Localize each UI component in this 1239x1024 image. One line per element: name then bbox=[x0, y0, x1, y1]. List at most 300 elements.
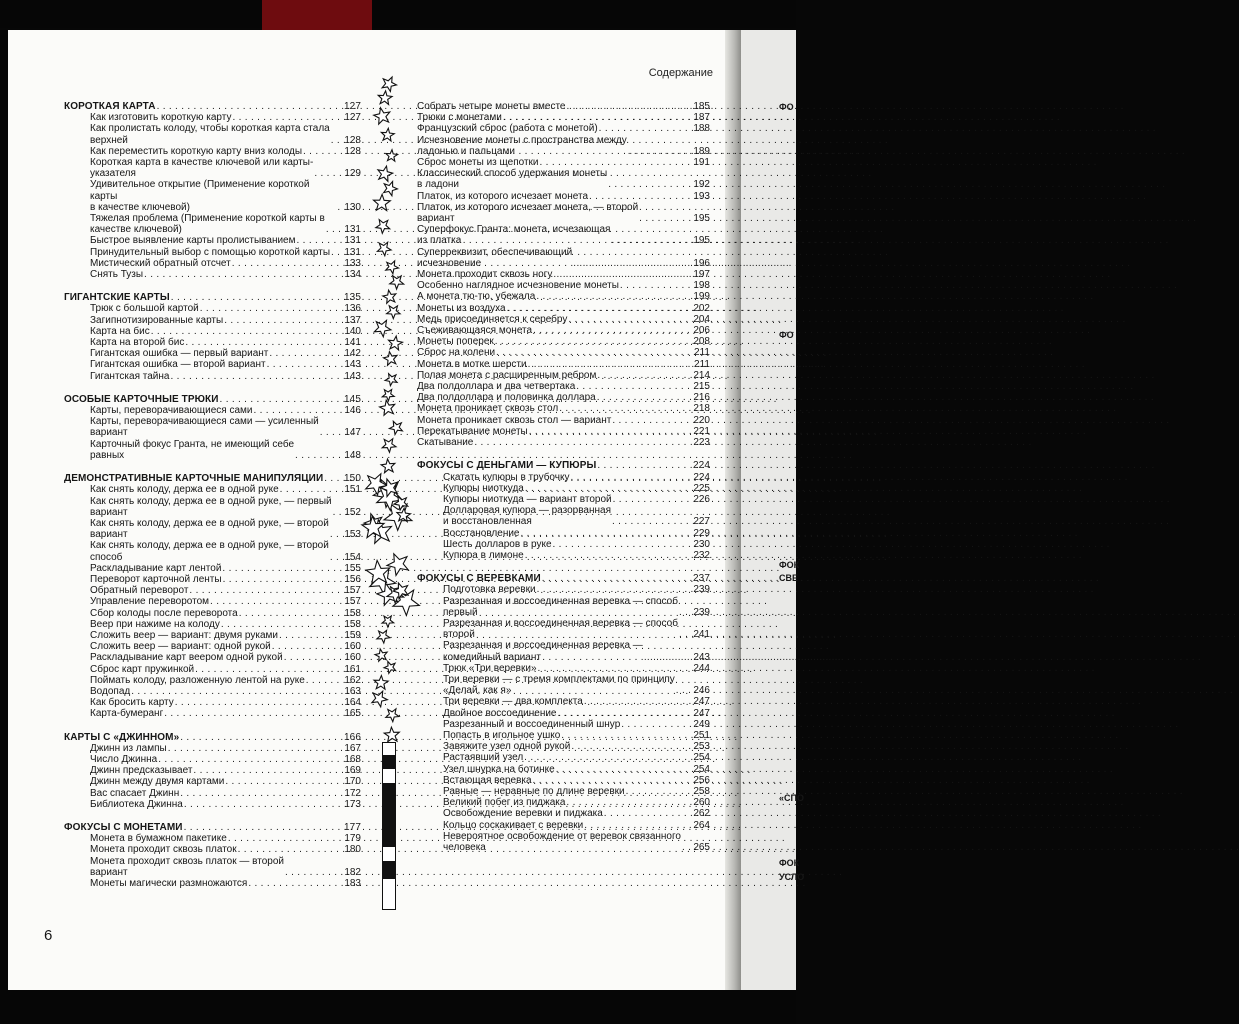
toc-entry bbox=[64, 337, 361, 348]
toc-entry bbox=[417, 752, 710, 763]
dot-leader bbox=[599, 123, 693, 134]
toc-section bbox=[417, 573, 710, 853]
dot-leader bbox=[184, 799, 344, 810]
entry-title: Короткая карта в качестве ключевой или карты- указателя bbox=[90, 157, 314, 180]
dot-leader bbox=[223, 574, 344, 585]
toc-entry bbox=[417, 472, 710, 483]
star-icon bbox=[374, 194, 391, 210]
page-ref: 192 bbox=[693, 179, 710, 191]
dot-leader bbox=[584, 696, 692, 707]
entry-title: Как снять колоду, держа ее в одной руке, — второй вариант bbox=[90, 517, 329, 541]
page-ref: 127 bbox=[344, 101, 361, 112]
toc-entry bbox=[64, 303, 361, 314]
entry-title: Два полдоллара и два четвертака bbox=[417, 381, 576, 393]
toc-entry bbox=[64, 496, 361, 518]
toc-section bbox=[417, 101, 710, 448]
page-ref: 265 bbox=[693, 842, 710, 853]
dot-leader bbox=[193, 765, 343, 776]
toc-entry bbox=[64, 675, 361, 686]
toc-entry bbox=[64, 348, 361, 359]
star-icon bbox=[382, 616, 394, 627]
dot-leader bbox=[553, 539, 693, 550]
entry-title: Как бросить карту bbox=[90, 697, 174, 709]
entry-title: Сложить веер — вариант: двумя руками bbox=[90, 629, 278, 641]
entry-title: Монета проникает сквозь стол bbox=[417, 403, 559, 415]
page-ref: 224 bbox=[693, 460, 710, 472]
toc-entry bbox=[64, 585, 361, 596]
toc-entry bbox=[64, 596, 361, 607]
dot-leader bbox=[185, 337, 343, 348]
page-ref: 251 bbox=[693, 729, 710, 741]
star-icon bbox=[377, 242, 391, 256]
page-ref: 221 bbox=[693, 425, 710, 437]
toc-entry bbox=[64, 652, 361, 663]
page-ref: 153 bbox=[344, 529, 361, 541]
toc-entry bbox=[417, 618, 710, 640]
toc-entry bbox=[64, 619, 361, 630]
toc-section bbox=[64, 101, 361, 280]
page-ref: 166 bbox=[344, 731, 361, 743]
page-ref: 127 bbox=[344, 112, 361, 124]
dot-leader bbox=[507, 303, 693, 314]
bar-segment bbox=[383, 755, 395, 769]
dot-leader bbox=[333, 507, 344, 518]
page-ref: 244 bbox=[693, 662, 710, 674]
toc-entry bbox=[64, 518, 361, 540]
page-ref: 158 bbox=[344, 607, 361, 619]
page-ref: 172 bbox=[344, 787, 361, 799]
page-ref: 204 bbox=[693, 313, 710, 325]
page-ref: 128 bbox=[344, 134, 361, 146]
section-title: ДЕМОНСТРАТИВНЫЕ КАРТОЧНЫЕ МАНИПУЛЯЦИИ bbox=[64, 473, 324, 485]
page-ref: 256 bbox=[693, 774, 710, 786]
dot-leader bbox=[306, 675, 344, 686]
page-ref: 195 bbox=[693, 235, 710, 247]
entry-title: Монета проникает сквозь стол — вариант bbox=[417, 414, 612, 426]
section-title: КАРТЫ С «ДЖИННОМ» bbox=[64, 731, 180, 743]
entry-title: Гигантская ошибка — второй вариант bbox=[90, 359, 266, 371]
page-ref: 195 bbox=[693, 213, 710, 225]
toc-entry bbox=[417, 797, 710, 808]
dot-leader bbox=[326, 224, 343, 235]
entry-title: Карты, переворачивающиеся сами bbox=[90, 405, 253, 417]
entry-title: Съеживающаяся монета bbox=[417, 325, 533, 337]
page-ref: 224 bbox=[693, 471, 710, 483]
dot-leader bbox=[538, 663, 693, 674]
dot-leader bbox=[279, 630, 343, 641]
star-icon bbox=[384, 182, 398, 196]
toc-section bbox=[417, 460, 710, 561]
star-icon bbox=[374, 108, 390, 124]
dot-leader bbox=[529, 426, 693, 437]
dot-leader bbox=[679, 607, 692, 618]
page-ref: 143 bbox=[344, 359, 361, 371]
star-icon bbox=[384, 504, 412, 531]
page-ref: 254 bbox=[693, 752, 710, 764]
star-icon bbox=[384, 727, 399, 742]
toc-section-heading bbox=[64, 822, 361, 833]
toc-entry bbox=[417, 202, 710, 224]
toc-section bbox=[64, 822, 361, 889]
page-ref: 160 bbox=[344, 641, 361, 653]
page-ref: 187 bbox=[693, 112, 710, 124]
entry-title: Французский сброс (работа с монетой) bbox=[417, 123, 598, 135]
toc-entry bbox=[64, 371, 361, 382]
star-icon bbox=[385, 374, 397, 386]
page-ref: 264 bbox=[693, 819, 710, 831]
page-ref: 137 bbox=[344, 314, 361, 326]
toc-entry bbox=[64, 743, 361, 754]
page-ref: 131 bbox=[344, 246, 361, 258]
toc-section-heading bbox=[417, 573, 710, 584]
page-ref: 215 bbox=[693, 381, 710, 393]
dot-leader bbox=[626, 786, 693, 797]
toc-entry bbox=[64, 608, 361, 619]
entry-title: Платок, из которого исчезает монета bbox=[417, 190, 589, 202]
page-ref: 243 bbox=[693, 651, 710, 663]
entry-title: Удивительное открытие (Применение короткой карты в качестве ключевой) bbox=[90, 179, 310, 213]
page-ref: 162 bbox=[344, 674, 361, 686]
star-icon bbox=[384, 662, 396, 674]
entry-title: Монеты поперек bbox=[417, 336, 494, 348]
entry-title: Невероятное освобождение от веревок связанного человека bbox=[443, 830, 681, 853]
page-ref: 220 bbox=[693, 414, 710, 426]
toc-section-heading bbox=[64, 292, 361, 303]
toc-entry bbox=[64, 359, 361, 370]
toc-entry bbox=[417, 674, 710, 696]
page-ref: 130 bbox=[344, 201, 361, 213]
dot-leader bbox=[474, 437, 692, 448]
toc-entry bbox=[417, 101, 710, 112]
entry-title: Джинн между двумя картами bbox=[90, 776, 225, 788]
dot-leader bbox=[533, 325, 692, 336]
toc-entry bbox=[64, 788, 361, 799]
entry-title: Собрать четыре монеты вместе bbox=[417, 101, 566, 112]
page-ref: 142 bbox=[344, 348, 361, 360]
toc-entry bbox=[417, 426, 710, 437]
toc-entry bbox=[417, 820, 710, 831]
star-icon bbox=[372, 691, 388, 707]
page-ref: 254 bbox=[693, 763, 710, 775]
next-page-fragment: СВЕ bbox=[779, 573, 799, 583]
star-icon bbox=[376, 220, 390, 234]
dot-leader bbox=[170, 371, 343, 382]
dot-leader bbox=[232, 258, 344, 269]
page-ref: 239 bbox=[693, 584, 710, 596]
dot-leader bbox=[540, 157, 693, 168]
dot-leader bbox=[184, 822, 343, 833]
dot-leader bbox=[314, 168, 343, 179]
star-icon bbox=[378, 166, 393, 181]
toc-entry bbox=[417, 640, 710, 662]
toc-entry bbox=[64, 123, 361, 145]
dot-leader bbox=[180, 788, 343, 799]
bottom-scan-border bbox=[0, 990, 796, 1024]
entry-title: Купюра в лимоне bbox=[443, 549, 524, 561]
page-ref: 165 bbox=[344, 708, 361, 720]
star-icon bbox=[387, 306, 401, 319]
entry-title: Разрезанная и воссоединенная веревка — способ второй bbox=[443, 617, 678, 641]
dot-leader bbox=[232, 112, 343, 123]
dot-leader bbox=[168, 743, 344, 754]
entry-title: Восстановление bbox=[443, 527, 520, 539]
entry-title: Переворот карточной ленты bbox=[90, 573, 222, 585]
dot-leader bbox=[220, 394, 343, 405]
toc-entry bbox=[64, 630, 361, 641]
entry-title: Монета проходит сквозь платок bbox=[90, 844, 237, 856]
page-ref: 128 bbox=[344, 145, 361, 157]
toc-entry bbox=[417, 775, 710, 786]
entry-title: Скатывание bbox=[417, 437, 474, 449]
dot-leader bbox=[568, 314, 692, 325]
toc-entry bbox=[64, 112, 361, 123]
dot-leader bbox=[324, 473, 343, 484]
toc-entry bbox=[417, 280, 710, 291]
next-page-fragment: ФОК bbox=[779, 560, 800, 570]
page-ref: 180 bbox=[344, 844, 361, 856]
toc-entry bbox=[417, 505, 710, 527]
page-ref: 159 bbox=[344, 629, 361, 641]
page-ref: 246 bbox=[693, 685, 710, 697]
entry-title: Освобождение веревки и пиджака bbox=[443, 808, 603, 820]
star-icon bbox=[386, 150, 398, 162]
star-icon bbox=[389, 336, 403, 350]
star-icon bbox=[387, 554, 408, 576]
page-ref: 150 bbox=[344, 473, 361, 485]
entry-title: Узел шнурка на ботинке bbox=[443, 763, 555, 775]
toc-entry bbox=[64, 179, 361, 213]
entry-title: Подготовка веревки bbox=[443, 584, 536, 596]
entry-title: Сброс монеты из щепотки bbox=[417, 157, 539, 169]
toc-entry bbox=[64, 664, 361, 675]
dot-leader bbox=[337, 202, 343, 213]
dot-leader bbox=[553, 269, 692, 280]
toc-entry bbox=[64, 157, 361, 179]
dot-leader bbox=[303, 146, 343, 157]
toc-entry bbox=[64, 697, 361, 708]
bar-decoration bbox=[382, 742, 396, 910]
entry-title: Разрезанная и воссоединенная веревка — комедийный вариант bbox=[443, 640, 643, 663]
section-title: ФОКУСЫ С ВЕРЕВКАМИ bbox=[417, 573, 541, 585]
toc-entry bbox=[417, 730, 710, 741]
entry-title: Джинн из лампы bbox=[90, 742, 167, 754]
entry-title: Вас спасает Джинн bbox=[90, 787, 180, 799]
entry-title: Растаявший узел bbox=[443, 752, 524, 764]
dot-leader bbox=[612, 415, 692, 426]
entry-title: Трюк «Три веревки» bbox=[443, 662, 537, 674]
toc-entry bbox=[64, 484, 361, 495]
dot-leader bbox=[175, 697, 344, 708]
toc-entry bbox=[417, 123, 710, 134]
entry-title: Карты, переворачивающиеся сами — усиленный вариант bbox=[90, 416, 319, 439]
dot-leader bbox=[570, 472, 692, 483]
page-ref: 157 bbox=[344, 596, 361, 608]
dot-leader bbox=[644, 652, 693, 663]
dot-leader bbox=[576, 381, 692, 392]
dot-leader bbox=[537, 584, 693, 595]
toc-section-heading bbox=[64, 732, 361, 743]
entry-title: Монета в бумажном пакетике bbox=[90, 833, 227, 845]
dot-leader bbox=[561, 730, 692, 741]
dot-leader bbox=[320, 427, 344, 438]
page-ref: 249 bbox=[693, 718, 710, 730]
star-icon bbox=[380, 400, 395, 415]
page-number: 6 bbox=[44, 927, 53, 944]
page-ref: 189 bbox=[693, 145, 710, 157]
toc-entry bbox=[417, 539, 710, 550]
page-ref: 223 bbox=[693, 437, 710, 449]
toc-entry bbox=[64, 405, 361, 416]
page-ref: 154 bbox=[344, 551, 361, 563]
dot-leader bbox=[285, 867, 343, 878]
dot-leader bbox=[503, 112, 693, 123]
dot-leader bbox=[620, 280, 692, 291]
toc-section-heading bbox=[64, 473, 361, 484]
entry-title: Равные — неравные по длине веревки bbox=[443, 785, 625, 797]
entry-title: Гигантская ошибка — первый вариант bbox=[90, 348, 269, 360]
toc-entry bbox=[417, 584, 710, 595]
page-ref: 179 bbox=[344, 833, 361, 845]
star-icon bbox=[390, 276, 404, 289]
toc-entry bbox=[417, 392, 710, 403]
dot-leader bbox=[604, 808, 693, 819]
red-cover-edge bbox=[262, 0, 372, 30]
page-ref: 225 bbox=[693, 482, 710, 494]
page-ref: 136 bbox=[344, 303, 361, 315]
dot-leader bbox=[272, 641, 344, 652]
toc-section bbox=[64, 292, 361, 382]
page-ref: 133 bbox=[344, 257, 361, 269]
dot-leader bbox=[180, 732, 343, 743]
toc-entry bbox=[64, 776, 361, 787]
entry-title: Два полдоллара и половинка доллара bbox=[417, 392, 596, 404]
page-ref: 247 bbox=[693, 707, 710, 719]
page-ref: 253 bbox=[693, 741, 710, 753]
toc-entry bbox=[417, 437, 710, 448]
entry-title: А монета тю-тю, убежала bbox=[417, 291, 536, 303]
dot-leader bbox=[556, 764, 693, 775]
star-icon bbox=[383, 290, 396, 303]
dot-leader bbox=[144, 269, 343, 280]
page-ref: 239 bbox=[693, 606, 710, 618]
page-ref: 140 bbox=[344, 325, 361, 337]
entry-title: Принудительный выбор с помощью короткой карты bbox=[90, 246, 331, 258]
toc-entry bbox=[417, 741, 710, 752]
entry-title: Купюры ниоткуда — вариант второй bbox=[443, 493, 612, 505]
dot-leader bbox=[567, 101, 693, 112]
page-ref: 198 bbox=[693, 280, 710, 292]
entry-title: Поймать колоду, разложенную лентой на руке bbox=[90, 674, 305, 686]
toc-entry bbox=[417, 596, 710, 618]
toc-entry bbox=[417, 831, 710, 853]
toc-entry bbox=[417, 528, 710, 539]
dot-leader bbox=[496, 347, 693, 358]
section-title: КОРОТКАЯ КАРТА bbox=[64, 101, 156, 112]
page-ref: 232 bbox=[693, 549, 710, 561]
page-ref: 164 bbox=[344, 697, 361, 709]
toc-entry bbox=[417, 415, 710, 426]
page-ref: 170 bbox=[344, 776, 361, 788]
entry-title: Тяжелая проблема (Применение короткой карты в качестве ключевой) bbox=[90, 213, 325, 236]
toc-entry bbox=[417, 719, 710, 730]
star-icon bbox=[378, 91, 392, 105]
star-icon bbox=[386, 709, 399, 722]
page-ref: 199 bbox=[693, 291, 710, 303]
page-ref: 158 bbox=[344, 618, 361, 630]
entry-title: Долларовая купюра — разорванная и восстановленная bbox=[443, 505, 612, 528]
dot-leader bbox=[157, 101, 343, 112]
toc-entry bbox=[64, 416, 361, 438]
dot-leader bbox=[559, 403, 692, 414]
dot-leader bbox=[566, 797, 692, 808]
page-ref: 260 bbox=[693, 797, 710, 809]
page-ref: 202 bbox=[693, 302, 710, 314]
dot-leader bbox=[495, 336, 693, 347]
star-icon bbox=[382, 390, 394, 401]
page-ref: 216 bbox=[693, 392, 710, 404]
entry-title: Как изготовить короткую карту bbox=[90, 112, 232, 124]
page-ref: 148 bbox=[344, 449, 361, 461]
toc-entry bbox=[64, 833, 361, 844]
toc-entry bbox=[64, 247, 361, 258]
entry-title: Джинн предсказывает bbox=[90, 765, 193, 777]
dot-leader bbox=[621, 719, 692, 730]
toc-entry bbox=[64, 574, 361, 585]
page-ref: 185 bbox=[693, 101, 710, 112]
toc-entry bbox=[64, 844, 361, 855]
toc-entry bbox=[64, 754, 361, 765]
entry-title: Сброс карт пружинкой bbox=[90, 663, 195, 675]
entry-title: Особенно наглядное исчезновение монеты bbox=[417, 280, 619, 292]
toc-entry bbox=[417, 483, 710, 494]
toc-entry bbox=[417, 269, 710, 280]
toc-entry bbox=[64, 878, 361, 889]
page-ref: 237 bbox=[693, 573, 710, 585]
dot-leader bbox=[151, 326, 344, 337]
entry-title: Число Джинна bbox=[90, 753, 158, 765]
entry-title: Скатать купюры в трубочку bbox=[443, 471, 570, 483]
dot-leader bbox=[612, 516, 692, 527]
toc-entry bbox=[417, 786, 710, 797]
toc-entry bbox=[64, 439, 361, 461]
entry-title: Медь присоединяется к серебру bbox=[417, 313, 568, 325]
page-ref: 230 bbox=[693, 538, 710, 550]
toc-entry bbox=[64, 235, 361, 246]
entry-title: Карта на второй бис bbox=[90, 337, 185, 349]
entry-title: Монеты магически размножаются bbox=[90, 878, 248, 889]
entry-title: Трюки с монетами bbox=[417, 112, 502, 124]
next-page-fragment: ФОК bbox=[779, 858, 800, 868]
toc-entry bbox=[417, 370, 710, 381]
toc-entry bbox=[64, 708, 361, 719]
dot-leader bbox=[164, 708, 343, 719]
dot-leader bbox=[528, 359, 693, 370]
toc-entry bbox=[417, 325, 710, 336]
entry-title: Классический способ удержания монеты в ладони bbox=[417, 168, 608, 191]
page-ref: 134 bbox=[344, 269, 361, 281]
entry-title: Шесть долларов в руке bbox=[443, 538, 552, 550]
entry-title: Суперфокус Гранта: монета, исчезающая из платка bbox=[417, 224, 611, 247]
section-title: ГИГАНТСКИЕ КАРТЫ bbox=[64, 292, 170, 304]
toc-entry bbox=[64, 326, 361, 337]
section-title: ФОКУСЫ С МОНЕТАМИ bbox=[64, 821, 183, 833]
page-ref: 145 bbox=[344, 393, 361, 405]
toc-entry bbox=[417, 168, 710, 190]
dot-leader bbox=[628, 146, 693, 157]
entry-title: Платок, из которого исчезает монета, — второй вариант bbox=[417, 201, 639, 225]
entry-title: Встающая веревка bbox=[443, 774, 532, 786]
dot-leader bbox=[239, 608, 344, 619]
